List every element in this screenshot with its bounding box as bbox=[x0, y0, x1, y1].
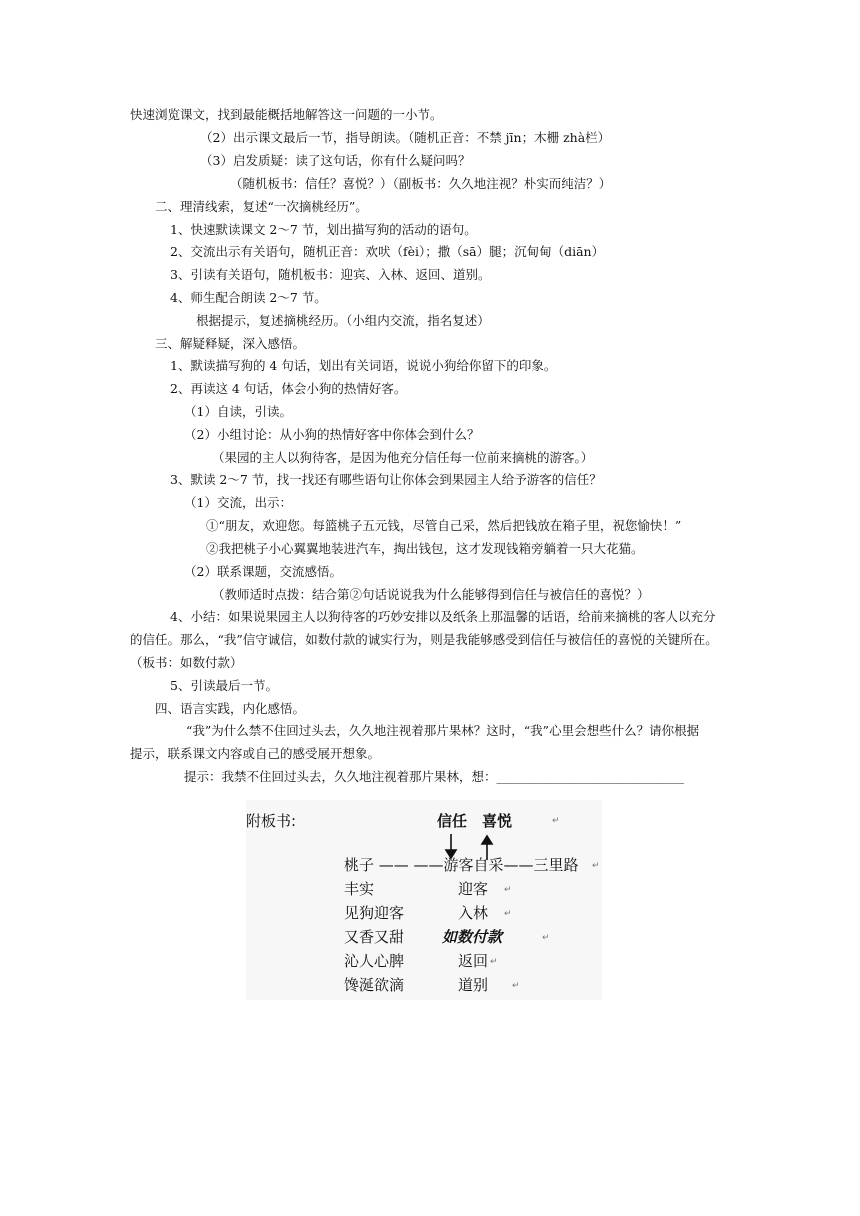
board-left-item: 沁人心脾 bbox=[344, 952, 405, 970]
board-arrows bbox=[246, 800, 602, 1000]
text-line: （1）自读，引读。 bbox=[184, 404, 292, 419]
quote-line: ②我把桃子小心翼翼地装进汽车，掏出钱包，这才发现钱箱旁躺着一只大花猫。 bbox=[206, 541, 644, 556]
text-line: （1）交流，出示： bbox=[184, 495, 292, 510]
text-line: 2、交流出示有关语句，随机正音：欢吠（fèi）；撒（sā）腿；沉甸甸（diān） bbox=[170, 244, 605, 259]
text-line: （2）小组讨论：从小狗的热情好客中你体会到什么？ bbox=[184, 427, 480, 442]
section-heading: 二、理清线索，复述“一次摘桃经历”。 bbox=[155, 199, 368, 214]
text-line: （3）启发质疑：读了这句话，你有什么疑问吗？ bbox=[200, 153, 471, 168]
text-line: 快速浏览课文，找到最能概括地解答这一问题的一小节。 bbox=[130, 107, 443, 122]
board-left-item: 见狗迎客 bbox=[344, 904, 405, 922]
text-line: 4、师生配合朗读 2～7 节。 bbox=[170, 290, 327, 305]
section-heading: 四、语言实践，内化感悟。 bbox=[155, 701, 306, 716]
board-row-peach: 桃子 —— ——游客自采——三里路 bbox=[344, 856, 579, 874]
return-mark: ↵ bbox=[504, 885, 512, 895]
text-line: 1、快速默读课文 2～7 节，划出描写狗的活动的语句。 bbox=[170, 222, 477, 237]
blackboard-figure bbox=[246, 800, 602, 1000]
board-right-item: 迎客 bbox=[458, 880, 489, 898]
text-line: （2）出示课文最后一节，指导朗读。（随机正音：不禁 jīn；木栅 zhà栏） bbox=[200, 130, 611, 145]
text-line: （教师适时点拨：结合第②句话说说我为什么能够得到信任与被信任的喜悦？） bbox=[212, 587, 650, 602]
return-mark: ↵ bbox=[552, 816, 560, 826]
arrow-down bbox=[446, 834, 456, 858]
return-mark: ↵ bbox=[504, 909, 512, 919]
text-line: （板书：如数付款） bbox=[130, 655, 243, 670]
text-line: “我”为什么禁不住回过头去，久久地注视着那片果林？这时，“我”心里会想些什么？请你根据 bbox=[186, 723, 700, 738]
board-left-item: 馋涎欲滴 bbox=[344, 976, 405, 994]
board-joy: 喜悦 bbox=[482, 812, 513, 830]
board-left-item: 又香又甜 bbox=[344, 928, 405, 946]
text-line: 的信任。那么，“我”信守诚信，如数付款的诚实行为，则是我能够感受到信任与被信任的喜悦的关键所在。 bbox=[130, 632, 718, 647]
text-line: 根据提示，复述摘桃经历。（小组内交流，指名复述） bbox=[196, 313, 490, 328]
text-line: （随机板书：信任？喜悦？）（副板书：久久地注视？朴实而纯洁？） bbox=[230, 176, 612, 191]
board-right-item: 返回 bbox=[458, 952, 489, 970]
return-mark: ↵ bbox=[490, 957, 498, 967]
text-line: （果园的主人以狗待客，是因为他充分信任每一位前来摘桃的游客。） bbox=[212, 450, 594, 465]
board-trust: 信任 bbox=[437, 812, 468, 830]
prompt-line: 提示：我禁不住回过头去，久久地注视着那片果林，想：______________________________ bbox=[184, 769, 685, 784]
text-line: 4、小结：如果说果园主人以狗待客的巧妙安排以及纸条上那温馨的话语，给前来摘桃的客人以充分 bbox=[170, 609, 716, 624]
text-line: 5、引读最后一节。 bbox=[170, 678, 278, 693]
quote-line: ①“朋友，欢迎您。每篮桃子五元钱，尽管自己采，然后把钱放在箱子里，祝您愉快！” bbox=[206, 518, 682, 533]
board-heading: 附板书: bbox=[246, 812, 297, 830]
text-line: 提示，联系课文内容或自己的感受展开想象。 bbox=[130, 746, 381, 761]
board-left-item: 丰实 bbox=[344, 880, 375, 898]
section-heading: 三、解疑释疑，深入感悟。 bbox=[155, 336, 306, 351]
board-right-item: 入林 bbox=[458, 904, 489, 922]
text-line: 3、默读 2～7 节，找一找还有哪些语句让你体会到果园主人给予游客的信任？ bbox=[170, 472, 602, 487]
text-line: 2、再读这 4 句话，体会小狗的热情好客。 bbox=[170, 381, 407, 396]
return-mark: ↵ bbox=[542, 933, 550, 943]
board-right-item: 如数付款 bbox=[442, 928, 503, 946]
board-right-item: 道别 bbox=[458, 976, 489, 994]
text-line: （2）联系课题，交流感悟。 bbox=[184, 564, 342, 579]
return-mark: ↵ bbox=[512, 981, 520, 991]
text-line: 1、默读描写狗的 4 句话，划出有关词语，说说小狗给你留下的印象。 bbox=[170, 358, 557, 373]
text-line: 3、引读有关语句，随机板书：迎宾、入林、返回、道别。 bbox=[170, 267, 491, 282]
return-mark: ↵ bbox=[592, 861, 600, 871]
